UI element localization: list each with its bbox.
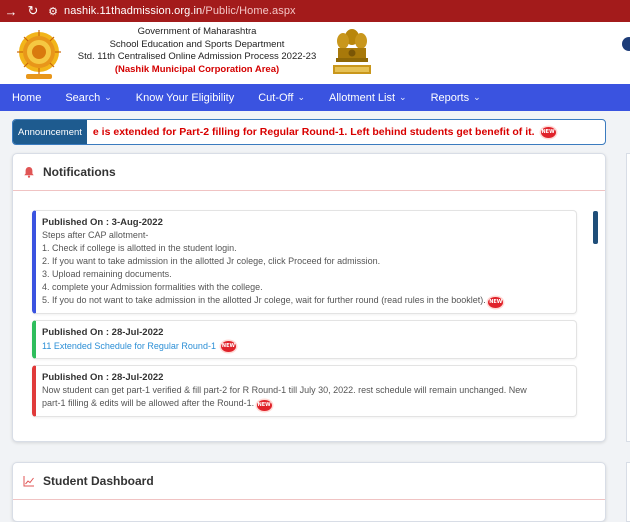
org-title: (Nashik Municipal Corporation Area)	[114, 63, 280, 75]
nav-cutoff[interactable]: Cut-Off ⌄	[258, 91, 306, 104]
profile-button[interactable]	[622, 37, 630, 51]
announcement-label: Announcement	[13, 120, 87, 144]
chevron-down-icon: ⌄	[104, 92, 112, 102]
dashboard-header	[13, 463, 605, 500]
url-domain: nashik.11thadmission.org.in	[64, 5, 203, 17]
browser-address-bar	[0, 0, 630, 22]
notification-text: 5. If you do not want to take admission in the allotted Jr colege, wait for further round (read rules in the booklet). NEW	[42, 294, 570, 308]
chevron-down-icon: ⌄	[473, 92, 481, 102]
notification-date: Published On : 28-Jul-2022	[42, 372, 164, 383]
site-info-icon[interactable]: ⚙	[48, 5, 58, 18]
notification-text: part-1 filling & edits will be allowed after the Round-1. NEW	[42, 397, 570, 411]
nav-eligibility[interactable]: Know Your Eligibility	[135, 91, 235, 104]
nav-search[interactable]: Search ⌄	[65, 91, 112, 104]
side-card-edge	[626, 462, 630, 522]
announcement-bar	[12, 119, 606, 145]
dept-title: School Education and Sports Department	[109, 38, 285, 50]
notification-item	[32, 320, 577, 359]
student-dashboard-card	[12, 462, 606, 522]
new-badge-icon: NEW	[488, 297, 503, 308]
back-arrow-icon[interactable]: →	[4, 3, 18, 19]
url-path: /Public/Home.aspx	[202, 5, 296, 17]
dashboard-title: Student Dashboard	[43, 474, 154, 488]
notification-text: 2. If you want to take admission in the allotted Jr colege, click Proceed for admission.	[42, 256, 381, 266]
chart-line-icon	[23, 475, 35, 487]
url-field[interactable]	[64, 5, 296, 17]
side-card-edge	[626, 153, 630, 442]
notification-date: Published On : 28-Jul-2022	[42, 327, 164, 338]
new-badge-icon: NEW	[257, 400, 272, 411]
notifications-scrollbar[interactable]	[593, 211, 598, 244]
new-badge-icon: NEW	[221, 341, 236, 352]
notification-text: 4. complete your Admission formalities with the college.	[42, 282, 263, 292]
national-emblem-icon	[329, 25, 375, 81]
main-navbar	[0, 84, 630, 111]
notifications-list	[32, 210, 577, 423]
bell-icon	[23, 166, 35, 178]
notifications-card	[12, 153, 606, 442]
reload-icon[interactable]: ↻	[27, 3, 39, 18]
chevron-down-icon: ⌄	[399, 92, 407, 102]
schedule-link[interactable]: 11 Extended Schedule for Regular Round-1 NEW	[42, 341, 236, 351]
nav-allotment-list[interactable]: Allotment List ⌄	[329, 91, 407, 104]
process-title: Std. 11th Centralised Online Admission Process 2022-23	[77, 51, 317, 62]
notification-item	[32, 365, 577, 417]
notification-text: 3. Upload remaining documents.	[42, 269, 172, 279]
chevron-down-icon: ⌄	[297, 92, 306, 102]
nav-home[interactable]: Home	[12, 91, 42, 104]
gov-title: Government of Maharashtra	[137, 26, 257, 37]
announcement-text[interactable]: e is extended for Part-2 filling for Regular Round-1. Left behind students get benefit of it. NEW	[92, 126, 555, 138]
notification-item	[32, 210, 577, 314]
notifications-header	[13, 154, 605, 191]
notification-date: Published On : 3-Aug-2022	[42, 217, 163, 228]
maharashtra-seal-icon	[16, 26, 62, 82]
nav-reports[interactable]: Reports ⌄	[430, 91, 481, 104]
notification-text: Now student can get part-1 verified & fill part-2 for R Round-1 till July 30, 2022. rest schedule will remain unchanged. New	[42, 385, 527, 395]
notifications-title: Notifications	[43, 165, 116, 179]
site-header	[0, 22, 630, 84]
new-badge-icon: NEW	[541, 127, 556, 138]
header-title-block	[62, 26, 332, 76]
notification-text: 1. Check if college is allotted in the student login.	[42, 243, 237, 253]
notification-text: Steps after CAP allotment-	[42, 230, 149, 240]
